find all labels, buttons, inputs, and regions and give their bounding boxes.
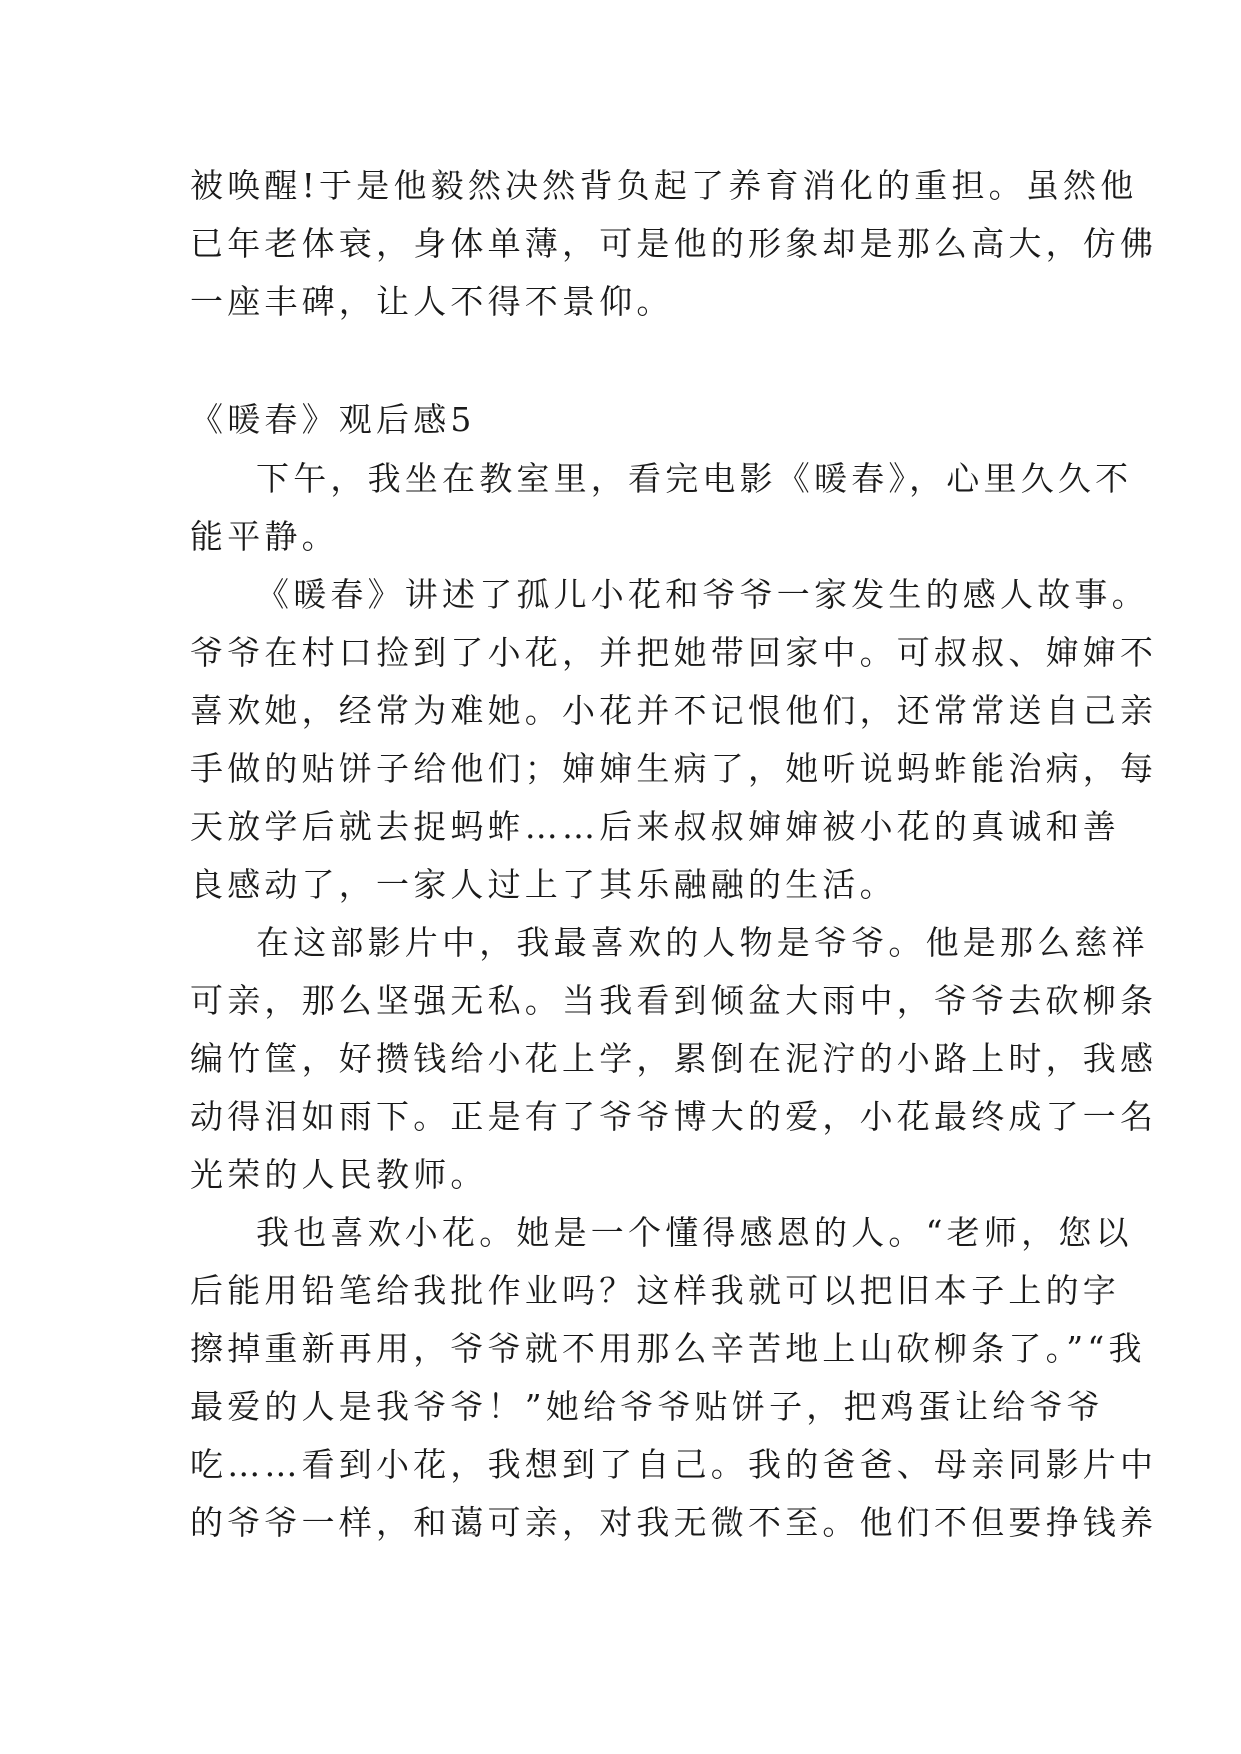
text-line: 良感动了，一家人过上了其乐融融的生活。 <box>190 865 897 904</box>
text-line: 喜欢她，经常为难她。小花并不记恨他们，还常常送自己亲 <box>190 691 1158 730</box>
text-line: 后能用铅笔给我批作业吗？这样我就可以把旧本子上的字 <box>190 1271 1120 1310</box>
text-line: 光荣的人民教师。 <box>190 1155 488 1194</box>
article-body <box>190 450 1158 1552</box>
text-line: 天放学后就去捉蚂蚱……后来叔叔婶婶被小花的真诚和善 <box>190 807 1120 846</box>
text-line: 手做的贴饼子给他们；婶婶生病了，她听说蚂蚱能治病，每 <box>190 749 1158 788</box>
paragraph <box>190 450 1133 566</box>
text-line: 爷爷在村口捡到了小花，并把她带回家中。可叔叔、婶婶不 <box>190 633 1158 672</box>
section-title: 《暖春》观后感5 <box>190 400 476 439</box>
text-line: 我也喜欢小花。她是一个懂得感恩的人。“老师，您以 <box>256 1213 1133 1252</box>
paragraph <box>190 914 1158 1204</box>
text-line: 动得泪如雨下。正是有了爷爷博大的爱，小花最终成了一名 <box>190 1097 1158 1136</box>
text-line: 的爷爷一样，和蔼可亲，对我无微不至。他们不但要挣钱养 <box>190 1503 1158 1542</box>
section-heading <box>190 391 1060 449</box>
text-line: 一座丰碑，让人不得不景仰。 <box>190 282 674 321</box>
text-line: 《暖春》讲述了孤儿小花和爷爷一家发生的感人故事。 <box>256 575 1149 614</box>
text-line: 被唤醒!于是他毅然决然背负起了养育消化的重担。虽然他 <box>190 166 1138 205</box>
text-line: 下午，我坐在教室里，看完电影《暖春》，心里久久不 <box>256 459 1133 498</box>
text-line: 已年老体衰，身体单薄，可是他的形象却是那么高大，仿佛 <box>190 224 1158 263</box>
text-line: 在这部影片中，我最喜欢的人物是爷爷。他是那么慈祥 <box>256 923 1149 962</box>
intro-paragraph <box>190 157 1158 331</box>
paragraph <box>190 566 1158 914</box>
paragraph <box>190 1204 1158 1552</box>
text-line: 最爱的人是我爷爷！”她给爷爷贴饼子，把鸡蛋让给爷爷 <box>190 1387 1104 1426</box>
text-line: 擦掉重新再用，爷爷就不用那么辛苦地上山砍柳条了。”“我 <box>190 1329 1146 1368</box>
text-line: 可亲，那么坚强无私。当我看到倾盆大雨中，爷爷去砍柳条 <box>190 981 1158 1020</box>
text-line: 能平静。 <box>190 517 339 556</box>
text-line: 吃……看到小花，我想到了自己。我的爸爸、母亲同影片中 <box>190 1445 1158 1484</box>
text-line: 编竹筐，好攒钱给小花上学，累倒在泥泞的小路上时，我感 <box>190 1039 1158 1078</box>
